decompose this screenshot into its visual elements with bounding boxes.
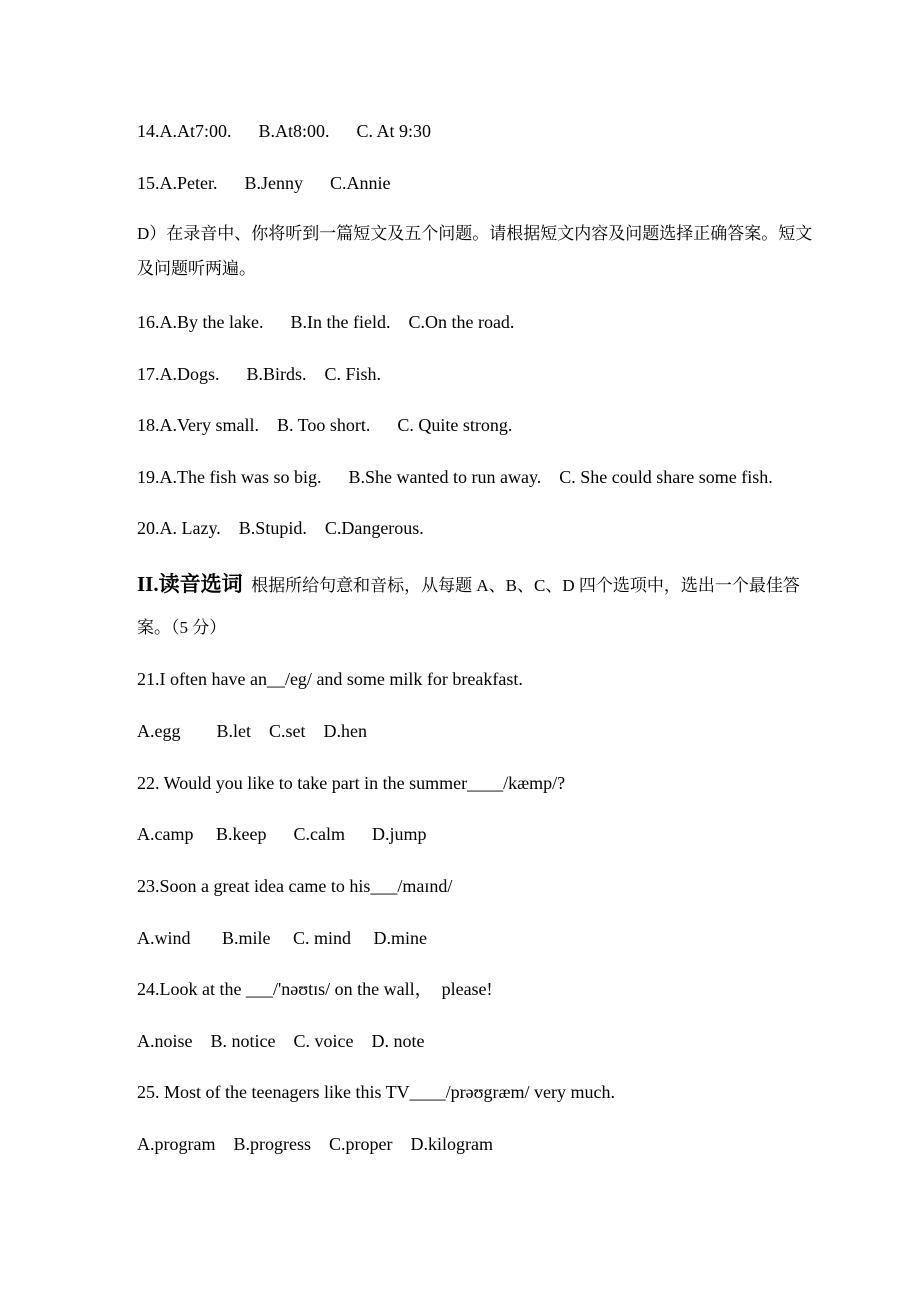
question-22-options: A.camp B.keep C.calm D.jump	[137, 824, 427, 844]
section-2-heading-line-2: 案。（5 分）	[137, 618, 227, 637]
question-21-stem: 21.I often have an__/eg/ and some milk for breakfast.	[137, 669, 523, 689]
section-heading-title: II.读音选词	[137, 572, 243, 596]
question-18-options: 18.A.Very small. B. Too short. C. Quite strong.	[137, 415, 513, 435]
section-2-heading	[137, 572, 800, 596]
question-23-stem: 23.Soon a great idea came to his___/maɪnd/	[137, 876, 453, 896]
question-22-stem: 22. Would you like to take part in the summer____/kæmp/?	[137, 773, 566, 793]
section-d-instruction-line-1: D）在录音中、你将听到一篇短文及五个问题。请根据短文内容及问题选择正确答案。短文	[137, 224, 813, 243]
question-23-options: A.wind B.mile C. mind D.mine	[137, 928, 427, 948]
question-25-stem: 25. Most of the teenagers like this TV____/prəʊgræm/ very much.	[137, 1082, 615, 1102]
question-19-options: 19.A.The fish was so big. B.She wanted to run away. C. She could share some fish.	[137, 467, 773, 487]
question-24-stem: 24.Look at the ___/'nəʊtɪs/ on the wall， please!	[137, 979, 493, 999]
question-14-options: 14.A.At7:00. B.At8:00. C. At 9:30	[137, 121, 432, 141]
question-20-options: 20.A. Lazy. B.Stupid. C.Dangerous.	[137, 518, 424, 538]
question-17-options: 17.A.Dogs. B.Birds. C. Fish.	[137, 364, 382, 384]
question-16-options: 16.A.By the lake. B.In the field. C.On the road.	[137, 312, 515, 332]
section-heading-instruction: 根据所给句意和音标，从每题 A、B、C、D 四个选项中，选出一个最佳答	[242, 576, 800, 595]
question-21-options: A.egg B.let C.set D.hen	[137, 721, 367, 741]
section-d-instruction-line-2: 及问题听两遍。	[137, 259, 256, 278]
question-25-options: A.program B.progress C.proper D.kilogram	[137, 1134, 493, 1154]
question-24-options: A.noise B. notice C. voice D. note	[137, 1031, 425, 1051]
question-15-options: 15.A.Peter. B.Jenny C.Annie	[137, 173, 391, 193]
